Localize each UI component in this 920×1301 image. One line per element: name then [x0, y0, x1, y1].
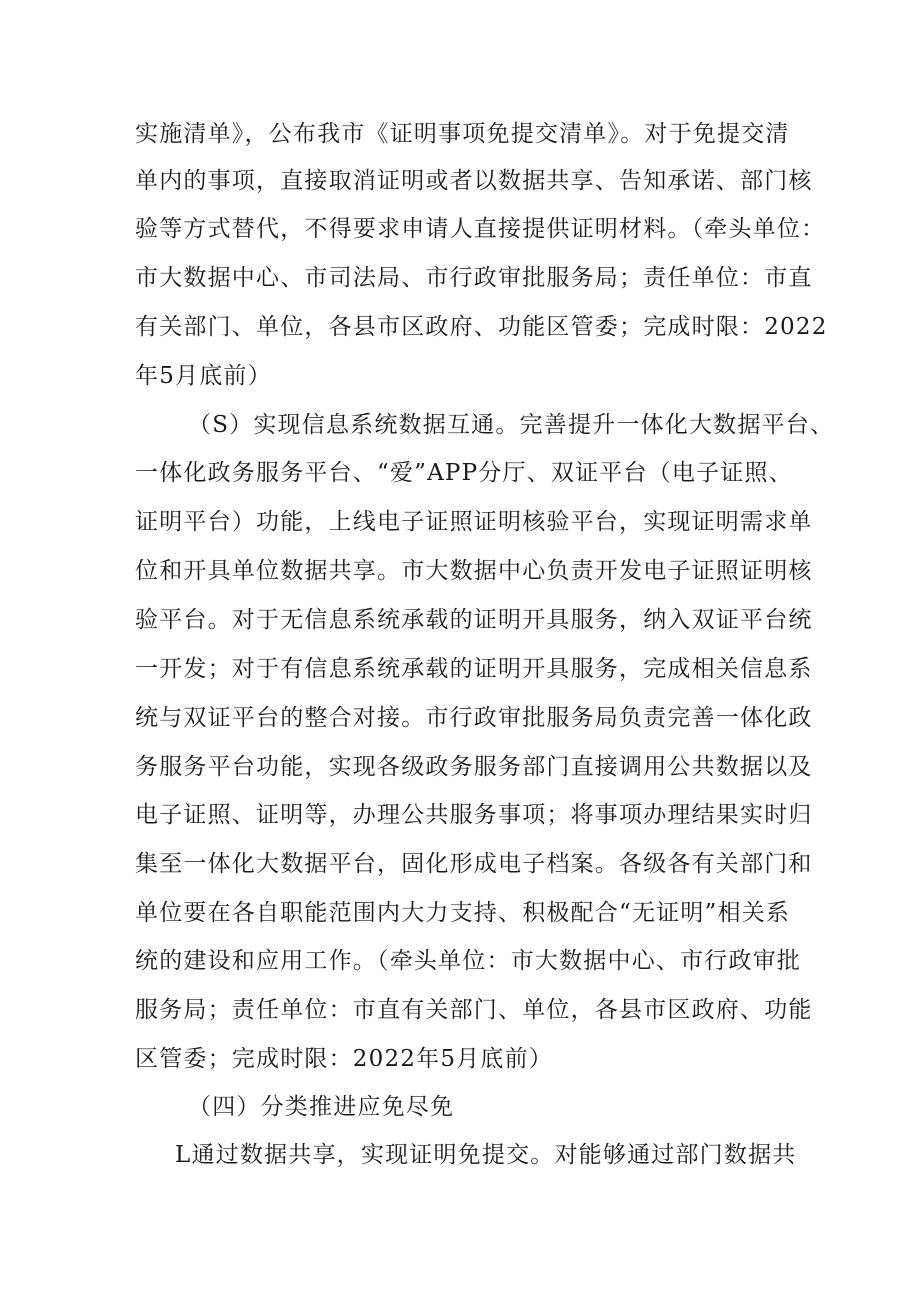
- text-line: 服务局；责任单位：市直有关部门、单位，各县市区政府、功能: [135, 997, 813, 1023]
- text-line: 证明平台）功能，上线电子证照证明核验平台，实现证明需求单: [135, 509, 813, 535]
- text-line: 单位要在各自职能范围内大力支持、积极配合“无证明”相关系: [135, 900, 791, 926]
- text-line: 统与双证平台的整合对接。市行政审批服务局负责完善一体化政: [135, 705, 813, 731]
- text-line: 位和开具单位数据共享。市大数据中心负责开发电子证照证明核: [135, 558, 813, 584]
- text-line: 统的建设和应用工作。（牵头单位：市大数据中心、市行政审批: [135, 948, 802, 974]
- text-line: 一体化政务服务平台、“爱”APP分厅、双证平台（电子证照、: [135, 460, 793, 486]
- text-line: 集至一体化大数据平台，固化形成电子档案。各级各有关部门和: [135, 851, 813, 877]
- text-line: 验平台。对于无信息系统承载的证明开具服务，纳入双证平台统: [135, 607, 813, 633]
- text-line: 市大数据中心、市司法局、市行政审批服务局；责任单位：市直: [135, 265, 813, 291]
- section-heading: （四）分类推进应免尽免: [188, 1094, 455, 1120]
- text-line: 实施清单》，公布我市《证明事项免提交清单》。对于免提交清: [135, 121, 790, 147]
- section-heading: （S）实现信息系统数据互通。完善提升一体化大数据平台、: [188, 412, 835, 438]
- text-line: 有关部门、单位，各县市区政府、功能区管委；完成时限：2022: [135, 314, 828, 340]
- text-line: L通过数据共享，实现证明免提交。对能够通过部门数据共: [175, 1142, 797, 1168]
- text-line: 务服务平台功能，实现各级政务服务部门直接调用公共数据以及: [135, 754, 813, 780]
- text-line: 区管委；完成时限：2022年5月底前）: [135, 1046, 553, 1072]
- text-line: 单内的事项，直接取消证明或者以数据共享、告知承诺、部门核: [135, 168, 813, 194]
- text-line: 电子证照、证明等，办理公共服务事项；将事项办理结果实时归: [135, 802, 813, 828]
- text-line: 验等方式替代，不得要求申请人直接提供证明材料。（牵头单位：: [135, 216, 826, 242]
- text-line: 一开发；对于有信息系统承载的证明开具服务，完成相关信息系: [135, 656, 813, 682]
- text-line: 年5月底前）: [135, 363, 272, 389]
